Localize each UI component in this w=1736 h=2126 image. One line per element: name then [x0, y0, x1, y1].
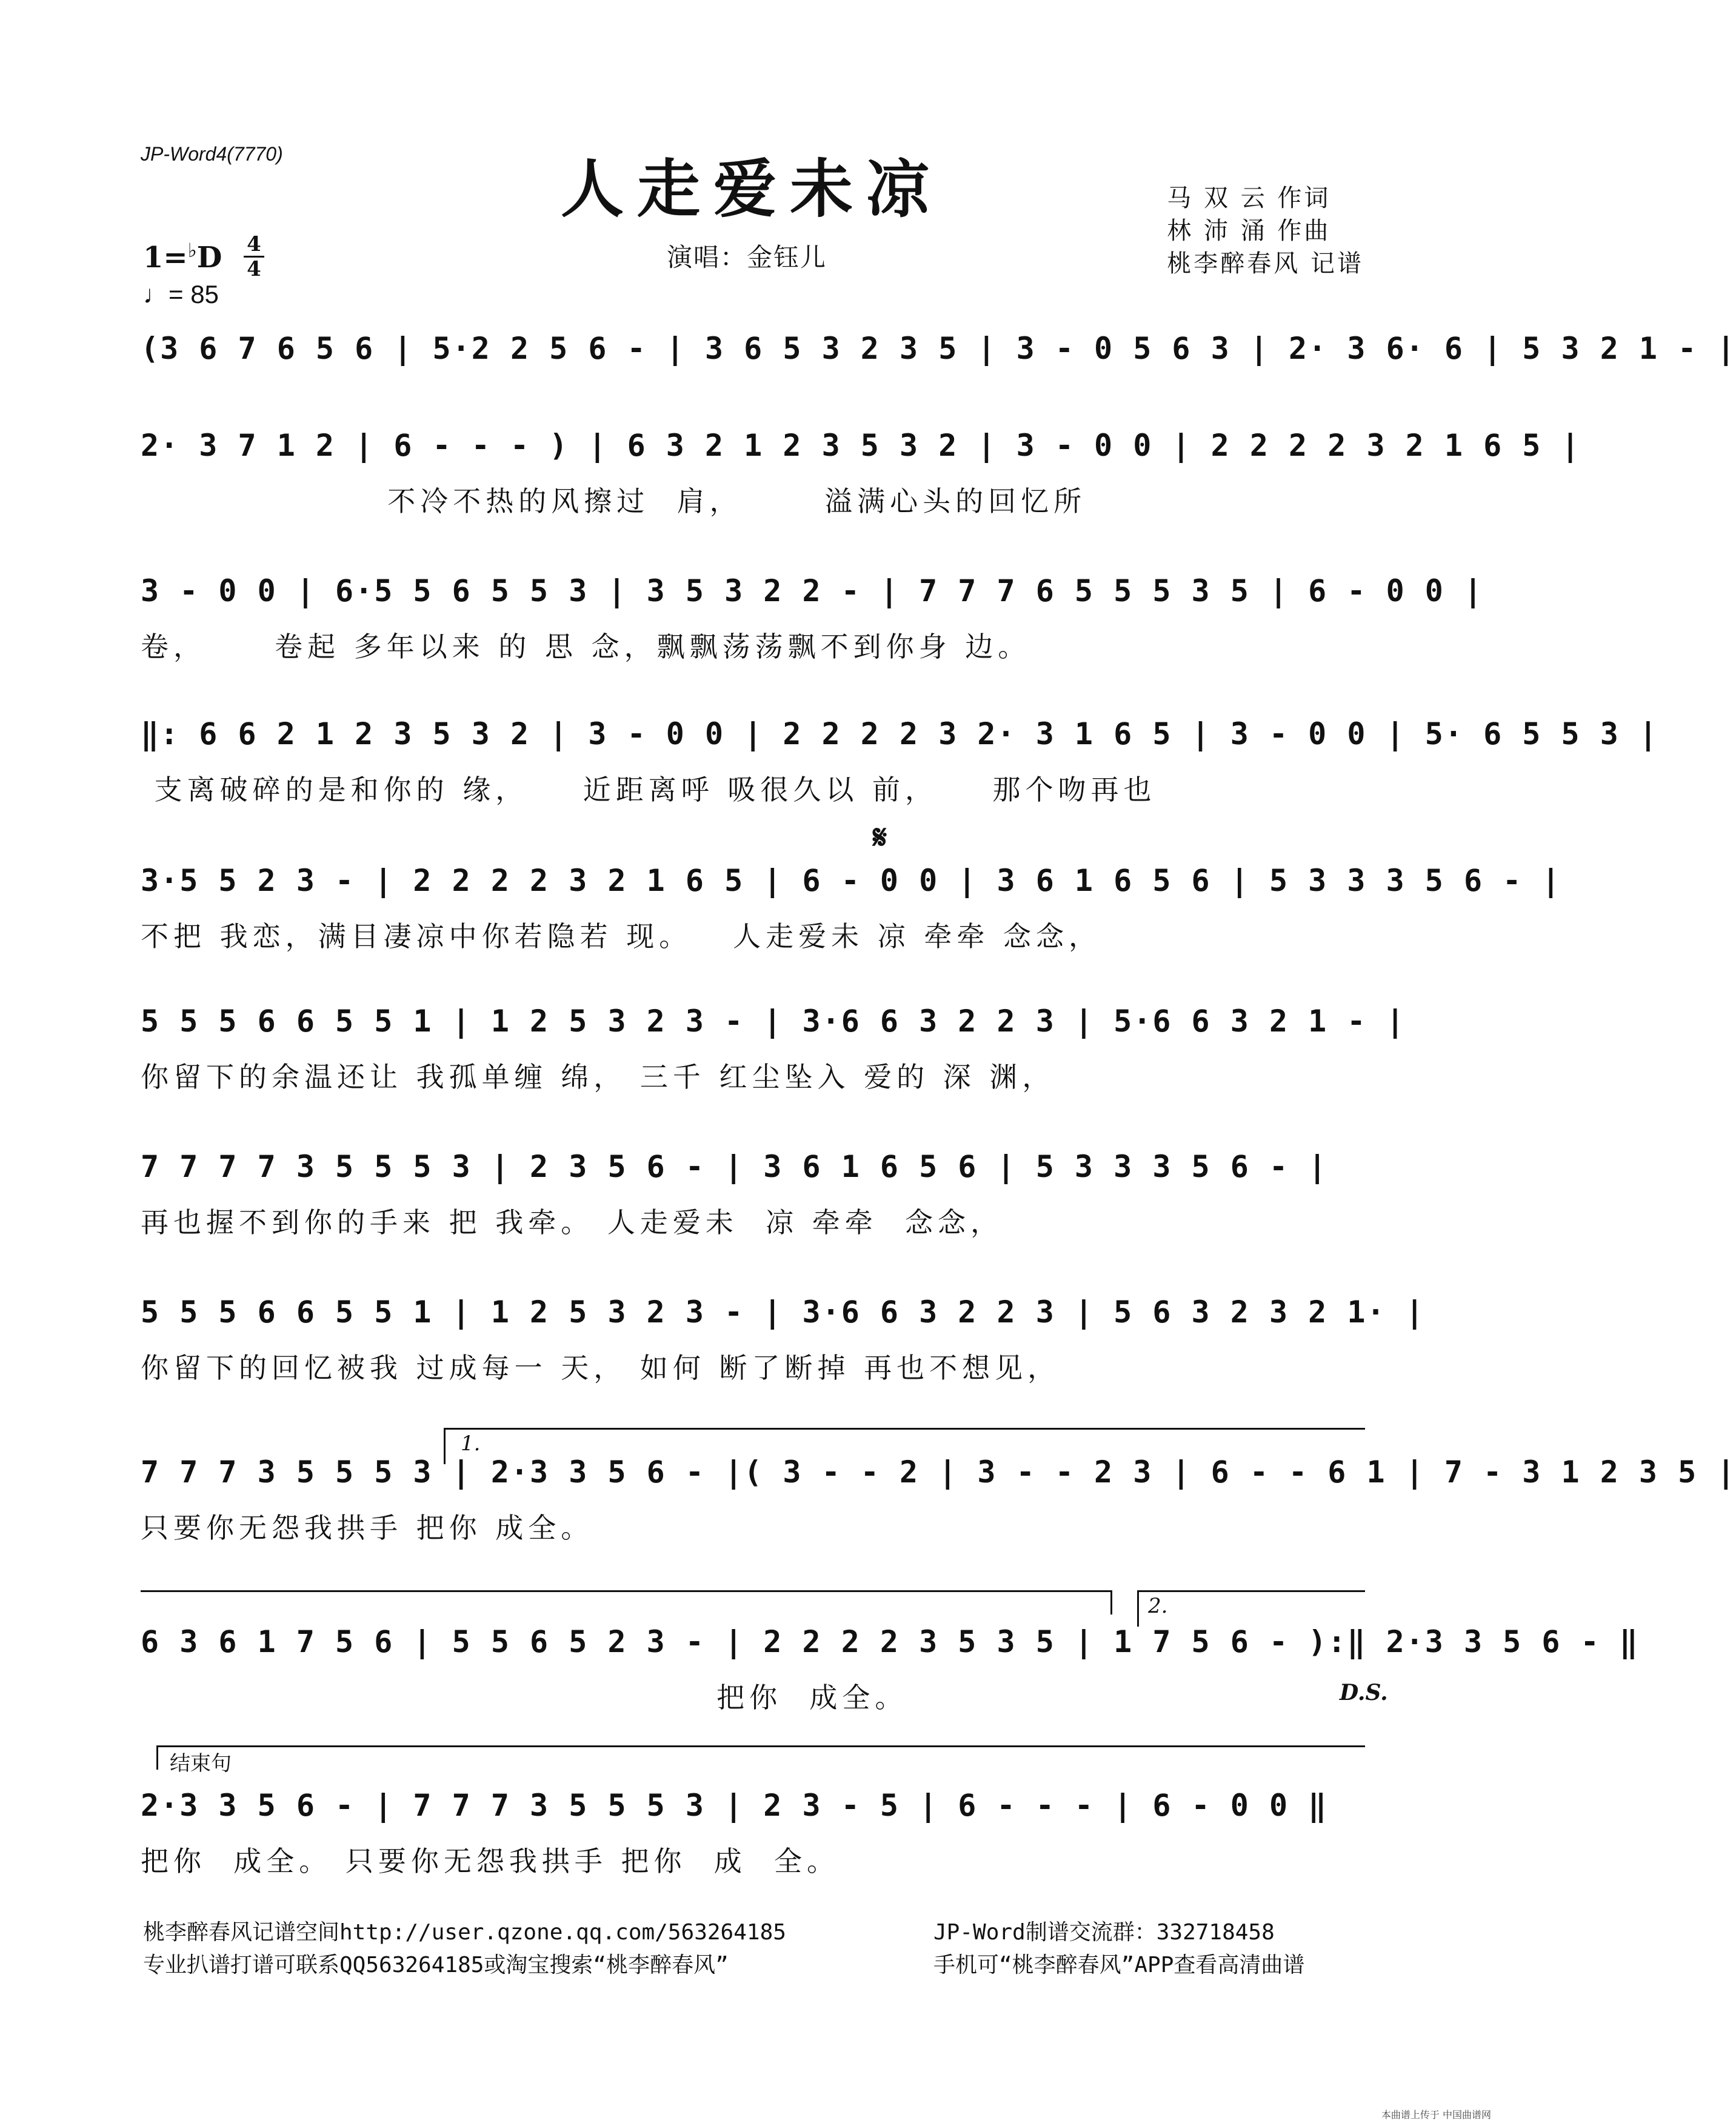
lyrics-line: 卷， 卷起 多年以来 的 思 念，飘飘荡荡飘不到你身 边。 — [141, 630, 1031, 663]
tempo-marking: ♩= 85 — [143, 280, 219, 308]
software-label: JP-Word4(7770) — [141, 143, 283, 165]
score-system-2 — [141, 424, 1581, 522]
notation-line: (3 6 7 6 5 6 | 5·2 2 5 6 - | 3 6 5 3 2 3 5 | 3 - 0 5 6 3 | 2· 3 6· 6 | 5 3 2 1 - | — [141, 331, 1736, 366]
key-note: D — [196, 241, 222, 275]
score-system-7 — [141, 1145, 1369, 1244]
singer-credit: 演唱：金钰儿 — [667, 242, 827, 272]
notation-line: 3·5 5 2 3 - | 2 2 2 2 3 2 1 6 5 | 6 - 0 0 | 3 6 1 6 5 6 | 5 3 3 3 5 6 - | — [141, 863, 1561, 898]
key-prefix: 1= — [143, 241, 188, 275]
time-signature-top: 4 — [247, 232, 261, 256]
dal-segno-mark: D.S. — [1340, 1680, 1388, 1705]
coda-bracket — [156, 1745, 1365, 1747]
volta-1-label: 1. — [461, 1431, 481, 1456]
notation-line: 6 3 6 1 7 5 6 | 5 5 6 5 2 3 - | 2 2 2 2 3 5 3 5 | 1 7 5 6 - ):‖ 2·3 3 5 6 - ‖ — [141, 1624, 1639, 1659]
notation-line: 7 7 7 3 5 5 5 3 | 2·3 3 5 6 - |( 3 - - 2 | 3 - - 2 3 | 6 - - 6 1 | 7 - 3 1 2 3 5 | — [141, 1455, 1736, 1490]
lyrics-line: 支离破碎的是和你的 缘， 近距离呼 吸很久以 前， 那个吻再也 — [141, 773, 1157, 806]
notation-line: 2· 3 7 1 2 | 6 - - - ) | 6 3 2 1 2 3 5 3 2 | 3 - 0 0 | 2 2 2 2 3 2 1 6 5 | — [141, 428, 1581, 463]
page-title: 人走爱未凉 — [560, 152, 943, 226]
score-system-5 — [141, 859, 1561, 958]
footer-website: 桃李醉春风记谱空间http://user.qzone.qq.com/563264185 — [143, 1920, 786, 1945]
score-system-9 — [141, 1451, 1736, 1549]
volta-2-bracket — [1137, 1590, 1365, 1592]
footer-right — [933, 1916, 1304, 1982]
coda-label: 结束句 — [170, 1751, 232, 1776]
score-system-1 — [141, 327, 1736, 425]
time-signature-bottom: 4 — [247, 257, 261, 281]
footer-app: 手机可“桃李醉春风”APP查看高清曲谱 — [933, 1953, 1305, 1978]
key-signature — [143, 239, 222, 275]
notation-line: 2·3 3 5 6 - | 7 7 7 3 5 5 5 3 | 2 3 - 5 | 6 - - - | 6 - 0 0 ‖ — [141, 1788, 1328, 1823]
score-system-10 — [141, 1621, 1639, 1719]
volta-1-bracket — [444, 1428, 1365, 1430]
notation-line: 5 5 5 6 6 5 5 1 | 1 2 5 3 2 3 - | 3·6 6 3 2 2 3 | 5·6 6 3 2 1 - | — [141, 1004, 1406, 1039]
lyrics-line: 只要你无怨我拱手 把你 成全。 — [141, 1511, 594, 1544]
lyrics-line: 你留下的回忆被我 过成每一 天， 如何 断了断掉 再也不想见， — [141, 1351, 1061, 1384]
lyricist-credit: 马 双 云 作词 — [1167, 184, 1331, 212]
coda-bracket-left — [156, 1745, 158, 1770]
lyrics-line: 把你 成全。 — [141, 1681, 908, 1714]
volta-1-bracket-end — [1110, 1590, 1112, 1614]
score-system-6 — [141, 1000, 1406, 1098]
volta-1-continuation — [141, 1590, 1110, 1592]
composer-credit: 林 沛 涌 作曲 — [1167, 217, 1331, 245]
score-system-4 — [141, 713, 1658, 811]
lyrics-line: 不把 我恋，满目凄凉中你若隐若 现。 人走爱未 凉 牵牵 念念， — [141, 920, 1101, 953]
score-system-3 — [141, 570, 1484, 668]
footer-contact: 专业扒谱打谱可联系QQ563264185或淘宝搜索“桃李醉春风” — [143, 1953, 729, 1978]
flat-sign: ♭ — [187, 239, 197, 262]
footer-left — [143, 1916, 786, 1982]
notation-line: 7 7 7 7 3 5 5 5 3 | 2 3 5 6 - | 3 6 1 6 5 6 | 5 3 3 3 5 6 - | — [141, 1149, 1328, 1184]
footer-group: JP-Word制谱交流群：332718458 — [933, 1920, 1275, 1945]
notation-line: 5 5 5 6 6 5 5 1 | 1 2 5 3 2 3 - | 3·6 6 3 2 2 3 | 5 6 3 2 3 2 1· | — [141, 1295, 1425, 1330]
time-signature — [244, 234, 264, 279]
score-system-11 — [141, 1784, 1369, 1882]
lyrics-line — [141, 383, 1369, 425]
segno-sign: 𝄋 — [873, 818, 887, 856]
notation-line: ‖: 6 6 2 1 2 3 5 3 2 | 3 - 0 0 | 2 2 2 2 3 2· 3 1 6 5 | 3 - 0 0 | 5· 6 5 5 3 | — [141, 716, 1658, 751]
transcriber-credit: 桃李醉春风 记谱 — [1167, 250, 1364, 278]
volta-2-label: 2. — [1148, 1594, 1168, 1618]
lyrics-line: 不冷不热的风擦过 肩， 溢满心头的回忆所 — [141, 485, 1087, 518]
notation-line: 3 - 0 0 | 6·5 5 6 5 5 3 | 3 5 3 2 2 - | 7 7 7 6 5 5 5 3 5 | 6 - 0 0 | — [141, 573, 1484, 608]
watermark: 本曲谱上传于 中国曲谱网 — [1381, 2109, 1491, 2121]
score-system-8 — [141, 1291, 1425, 1389]
lyrics-line: 把你 成全。 只要你无怨我拱手 把你 成 全。 — [141, 1845, 840, 1878]
lyrics-line: 再也握不到你的手来 把 我牵。 人走爱未 凉 牵牵 念念， — [141, 1206, 1003, 1239]
credits — [1167, 182, 1364, 280]
lyrics-line: 你留下的余温还让 我孤单缠 绵， 三千 红尘坠入 爱的 深 渊， — [141, 1061, 1055, 1093]
